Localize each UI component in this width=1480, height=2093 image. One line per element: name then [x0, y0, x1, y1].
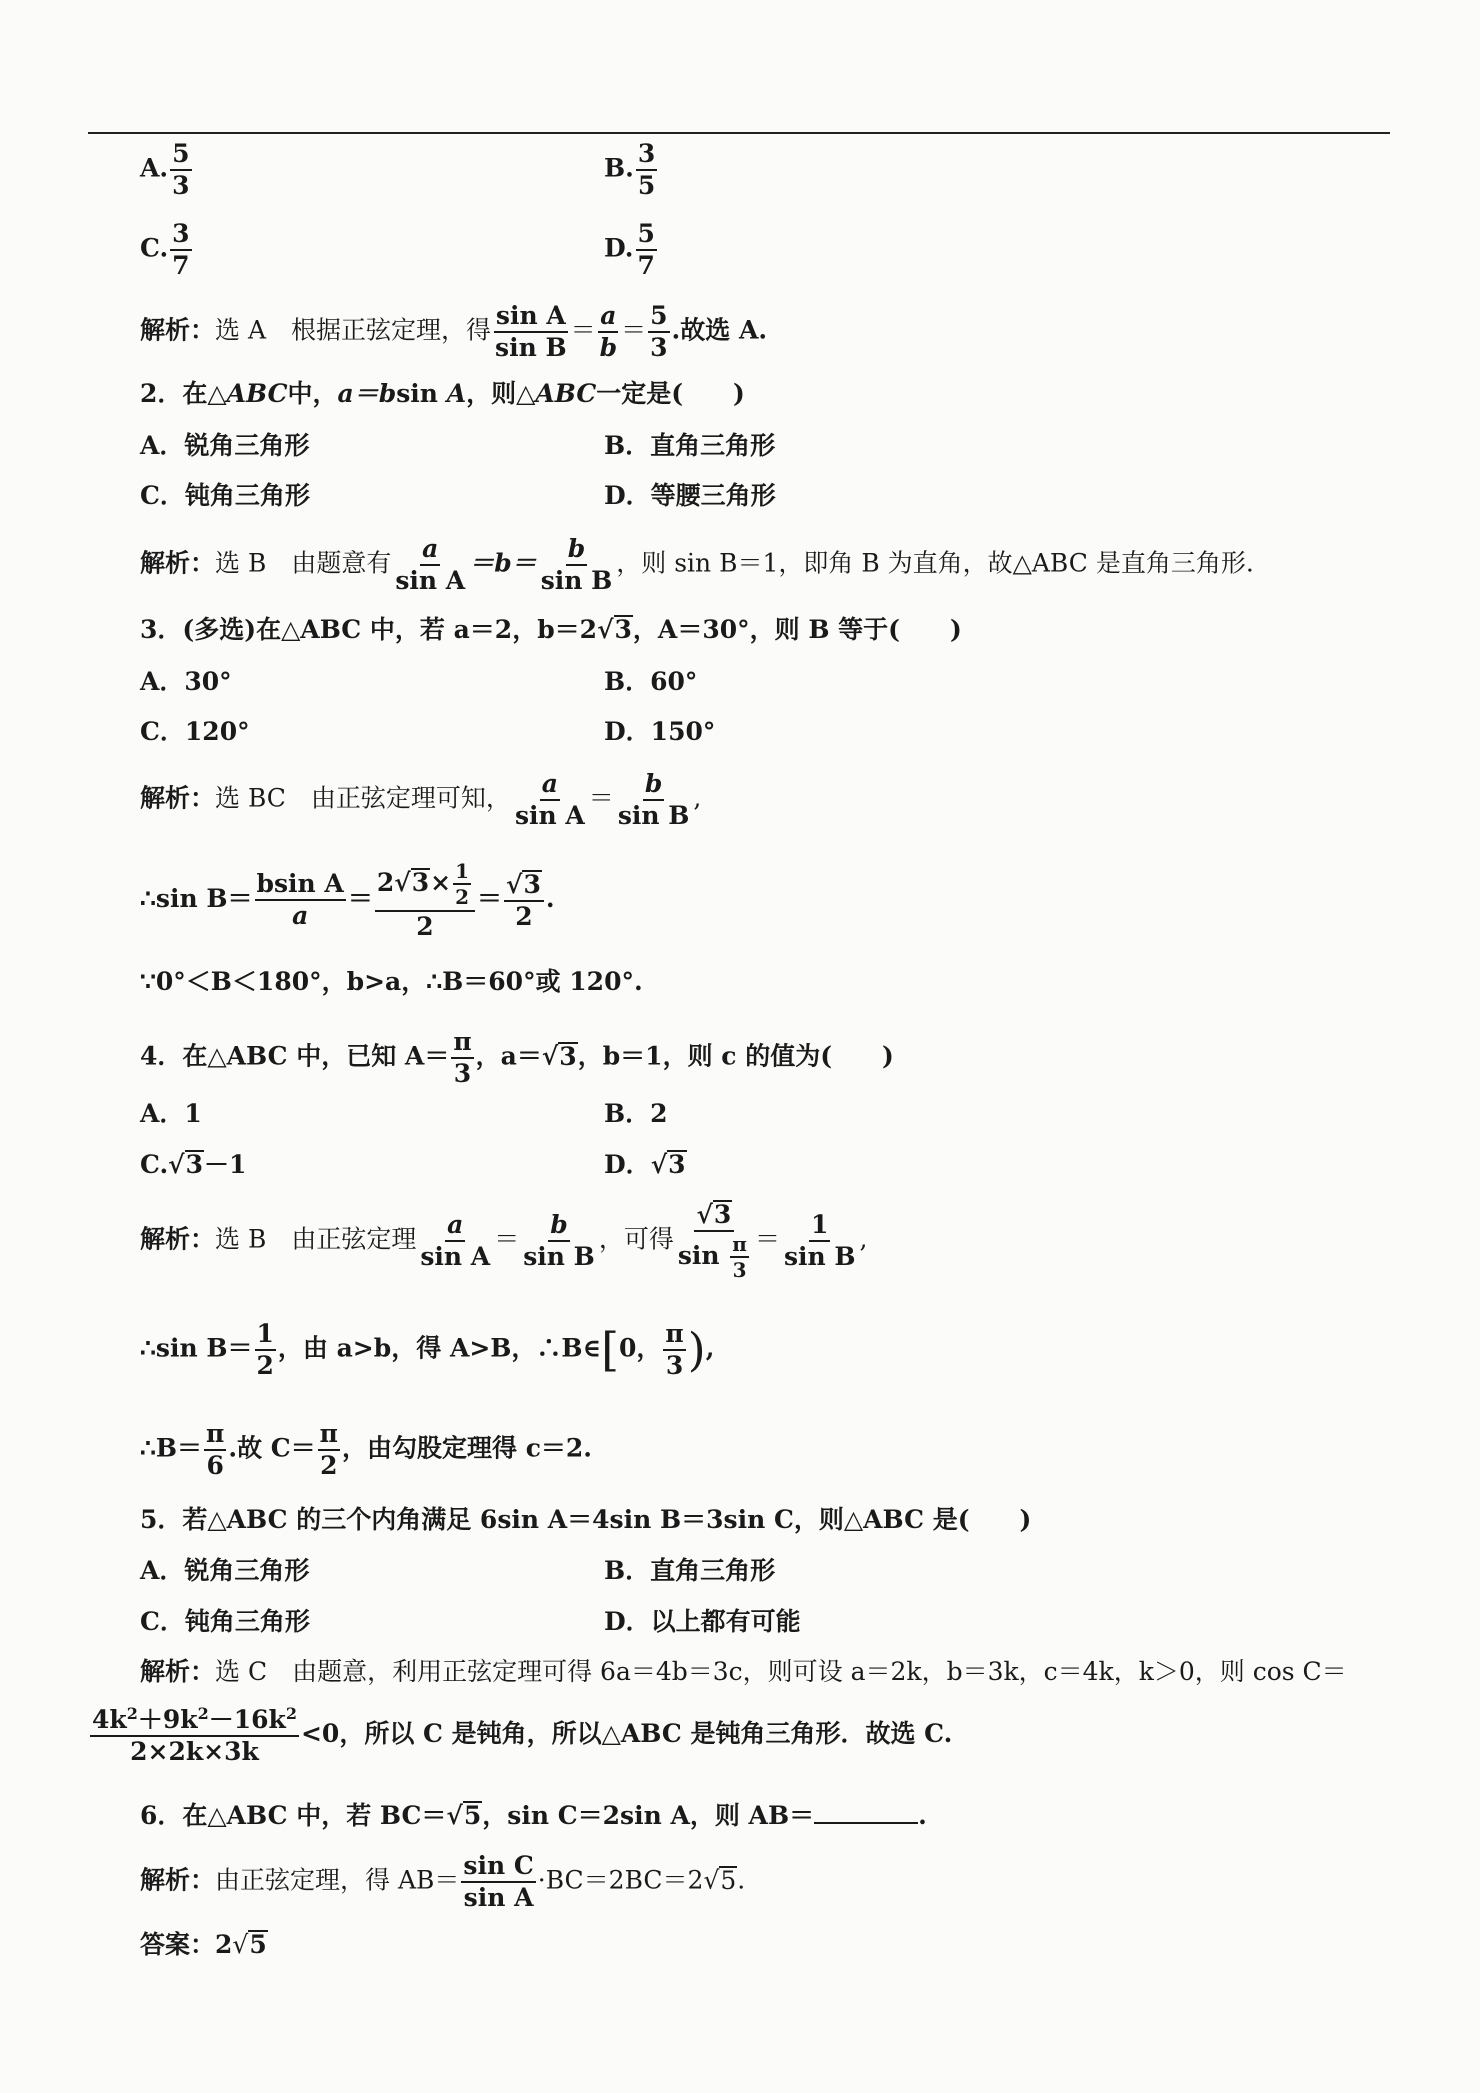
q5-solution-line2: $\frac{4k^2+9k^2-16k^2}{2\times 2k\times 3k}$ <0，所以 C 是钝角，所以△ABC 是钝角三角形．故选 C. [92, 1704, 953, 1766]
q1-option-c: C. $\frac{3}{7}$ [140, 219, 190, 280]
q3-stem: 3．(多选)在△ABC 中，若 a＝2，b＝2√3，A＝30°，则 B 等于( ) [140, 615, 962, 644]
q5-option-b: B．直角三角形 [604, 1556, 776, 1585]
q6-stem: 6．在△ABC 中，若 BC＝√5，sin C＝2sin A，则 AB＝ . [140, 1801, 927, 1830]
q3-option-d: D．150° [604, 717, 716, 746]
q6-answer-blank[interactable] [814, 1800, 918, 1824]
q3-option-a: A．30° [140, 667, 232, 696]
q4-stem: 4．在△ABC 中，已知 A＝ $\frac{\pi}{3}$ ，a＝√3，b＝1，则 c 的值为( ) [140, 1027, 894, 1088]
q3-solution-line2: ∴sin B＝ $\frac{\text{bsin A}}{a}$ ＝ 2√3× $\frac{1}{2}$ 2 ＝ $\frac{√3}{2}$ . [140, 859, 555, 941]
q5-option-d: D．以上都有可能 [604, 1607, 801, 1636]
q1-option-d: D. $\frac{5}{7}$ [604, 219, 655, 280]
q4-solution-line2: ∴sin B＝ $\frac{1}{2}$ ，由 a>b，得 A>B，∴B∈[0， $\frac{\pi}{3}$ ), [140, 1319, 715, 1380]
q2-stem: 2．在△ABC中，a＝bsin A，则△ABC一定是( ) [140, 379, 745, 408]
q6-solution: 解析：由正弦定理，得 AB＝ $\frac{\text{sin C}}{\text{sin A}}$ ·BC＝2BC＝2√5. [140, 1851, 746, 1912]
q2-option-d: D．等腰三角形 [604, 481, 776, 510]
q5-solution: 解析：选 C 由题意，利用正弦定理可得 6a＝4b＝3c，则可设 a＝2k，b＝3k，c＝4k，k＞0，则 cos C＝ [140, 1657, 1347, 1686]
q2-option-a: A．锐角三角形 [140, 431, 310, 460]
q4-option-a: A．1 [140, 1099, 202, 1128]
q3-solution: 解析：选 BC 由正弦定理可知， $\frac{a}{\text{sin A}}$ ＝ $\frac{b}{\text{sin B}}$ , [140, 769, 702, 830]
q1-option-b: B. $\frac{3}{5}$ [604, 139, 656, 200]
q4-option-d: D．√3 [604, 1150, 686, 1179]
q3-option-c: C．120° [140, 717, 250, 746]
header-rule [88, 132, 1390, 134]
q1-option-a: A. $\frac{5}{3}$ [140, 139, 190, 200]
q3-option-b: B．60° [604, 667, 698, 696]
q2-option-c: C．钝角三角形 [140, 481, 310, 510]
q2-solution: 解析：选 B 由题意有 $\frac{a}{\text{sin A}}$ ＝b＝ $\frac{b}{\text{sin B}}$ ，则 sin B＝1，即角 B 为直角，故△ABC 是直角三角形. [140, 534, 1254, 595]
q5-option-a: A．锐角三角形 [140, 1556, 310, 1585]
q1-solution: 解析：选 A 根据正弦定理，得 $\frac{\text{sin A}}{\text{sin B}}$ ＝ $\frac{a}{b}$ ＝ $\frac{5}{3}$ .故选 A. [140, 301, 768, 362]
q6-answer: 答案：2√5 [140, 1930, 267, 1959]
q4-solution-line3: ∴B＝ $\frac{\pi}{6}$ .故 C＝ $\frac{\pi}{2}$ ，由勾股定理得 c＝2. [140, 1419, 593, 1480]
q3-solution-line3: ∵0°＜B＜180°，b>a，∴B＝60°或 120°. [140, 967, 643, 996]
q4-option-c: C.√3－1 [140, 1150, 247, 1179]
q5-option-c: C．钝角三角形 [140, 1607, 310, 1636]
q2-option-b: B．直角三角形 [604, 431, 776, 460]
q4-option-b: B．2 [604, 1099, 668, 1128]
q4-solution: 解析：选 B 由正弦定理 $\frac{a}{\text{sin A}}$ ＝ $\frac{b}{\text{sin B}}$ ，可得 √3 sin $\frac{\pi}{3}$ ＝ $\frac{1}{\text{sin B}}$ , [140, 1200, 868, 1283]
q5-stem: 5．若△ABC 的三个内角满足 6sin A＝4sin B＝3sin C，则△ABC 是( ) [140, 1505, 1032, 1534]
